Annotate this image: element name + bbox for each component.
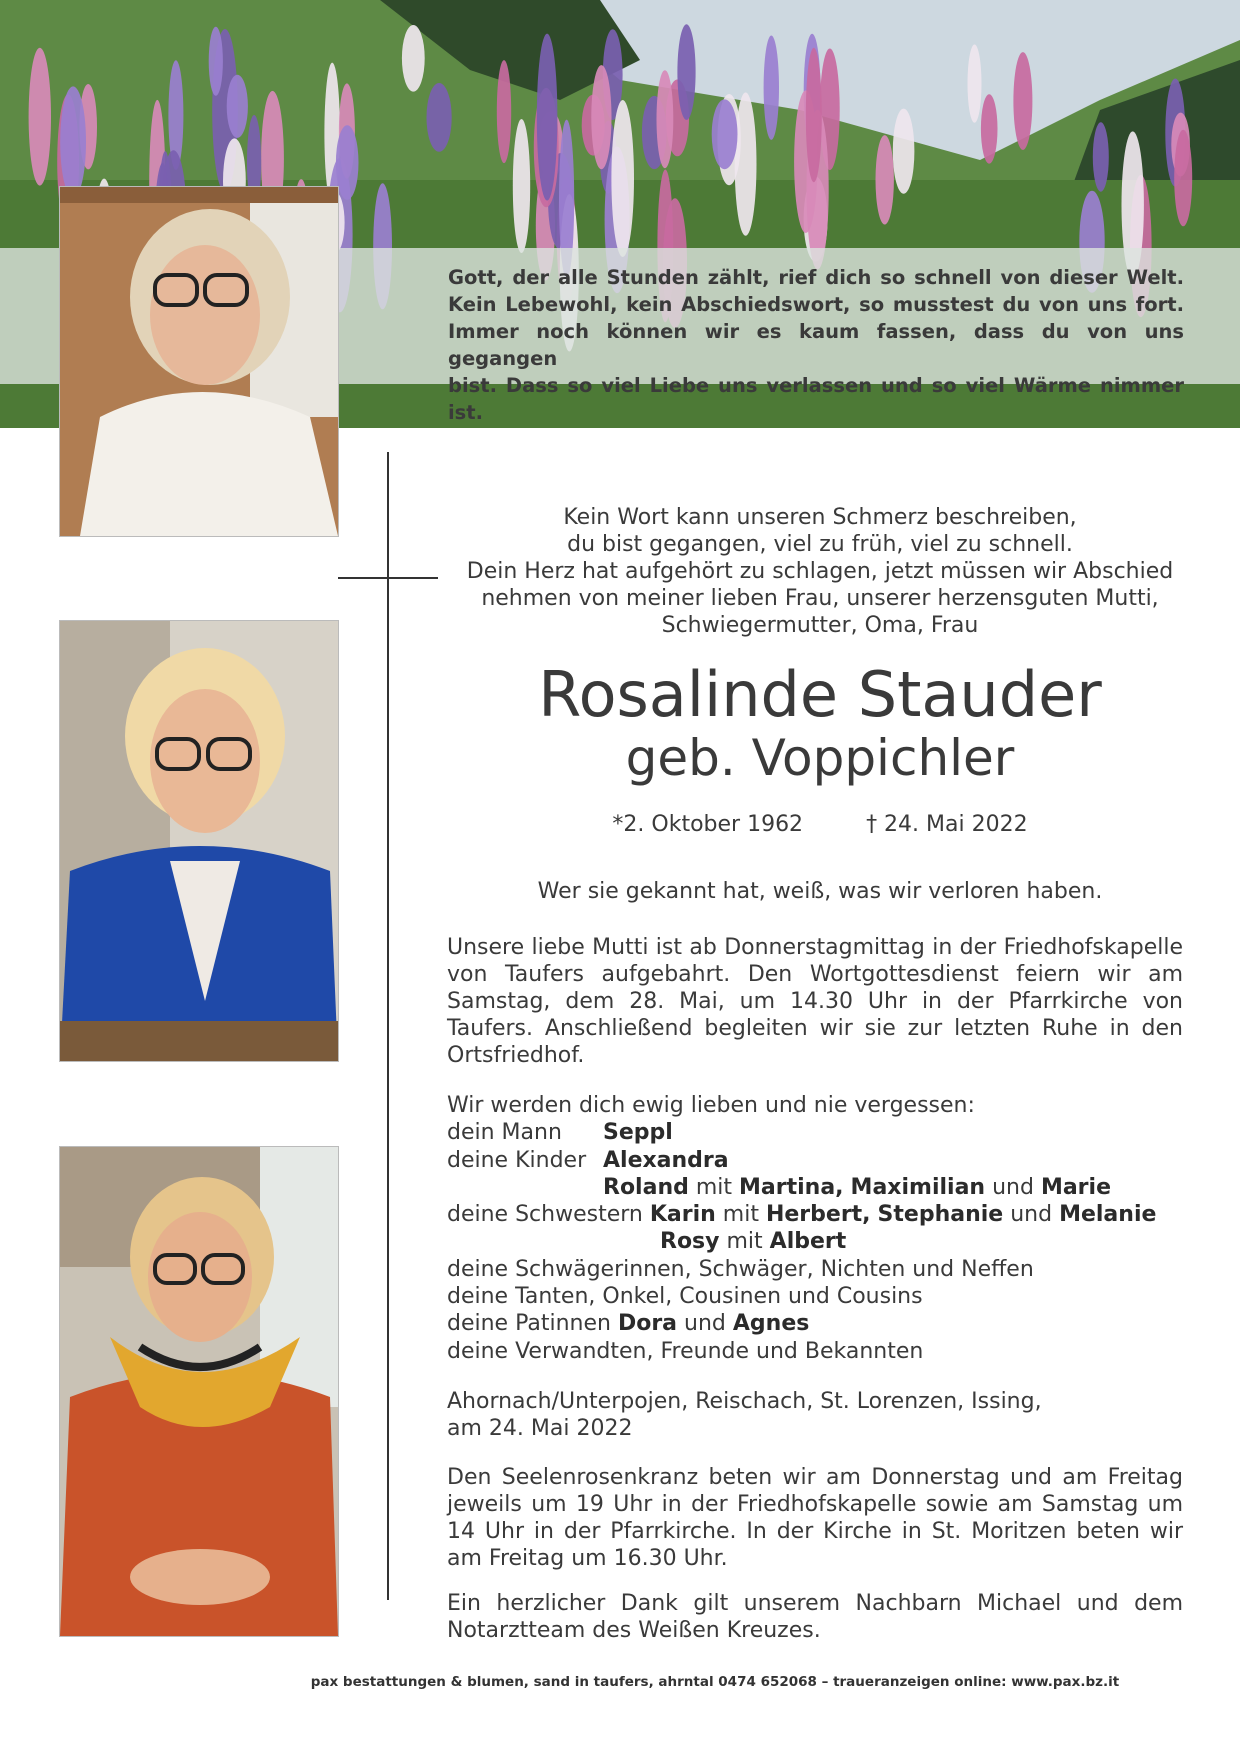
birth-name: geb. Voppichler: [625, 729, 1015, 787]
lupine-flower: [1174, 130, 1192, 227]
family-sisters: [447, 1201, 1207, 1228]
family-inlaws: deine Schwägerinnen, Schwäger, Nichten und Neffen: [447, 1256, 1034, 1282]
lupine-flower: [336, 125, 359, 200]
lupine-flower: [764, 35, 779, 139]
verse-line: Immer noch können wir es kaum fassen, dass du von uns gegangen: [448, 320, 1184, 370]
niece-name: Stephanie: [877, 1202, 1004, 1228]
niece-name: Melanie: [1059, 1202, 1157, 1228]
family-sisters-2: [447, 1228, 1207, 1255]
portrait-photo-1: [59, 186, 339, 537]
sister-name: Karin: [649, 1202, 716, 1228]
death-date: † 24. Mai 2022: [866, 812, 1028, 837]
intro-line: du bist gegangen, viel zu früh, viel zu schnell.: [567, 532, 1073, 557]
lupine-flower: [209, 27, 223, 96]
grandchild-name: Maximilian: [850, 1174, 986, 1200]
family-husband: [447, 1119, 1207, 1146]
lupine-flower: [876, 135, 894, 224]
godmothers-label: deine Patinnen: [447, 1311, 611, 1337]
cross-vertical-bar: [387, 452, 389, 1600]
connector: mit: [722, 1202, 759, 1228]
connector: und: [684, 1311, 726, 1337]
intro-line: Dein Herz hat aufgehört zu schlagen, jetzt müssen wir Abschied: [466, 559, 1174, 584]
verse-line: Gott, der alle Stunden zählt, rief dich so schnell von dieser Welt.: [448, 266, 1184, 289]
lupine-flower: [611, 100, 634, 257]
lupine-flower: [968, 45, 982, 123]
verse-line: bist. Dass so viel Liebe uns verlassen und so viel Wärme nimmer ist.: [448, 374, 1184, 424]
place-date: [447, 1388, 1207, 1442]
intro-line: Schwiegermutter, Oma, Frau: [661, 613, 979, 638]
footer-imprint: pax bestattungen & blumen, sand in taufers, ahrntal 0474 652068 – traueranzeigen online: www.pax.bz.it: [310, 1674, 1120, 1690]
family-intro: Wir werden dich ewig lieben und nie vergessen:: [447, 1093, 975, 1118]
funeral-text: Unsere liebe Mutti ist ab Donnerstagmittag in der Friedhofskapelle von Taufers aufgebahrt. Den Wortgottesdienst feiern wir am Samstag, dem 28. Mai, um 14.30 Uhr in der Pfarrkirche von Taufers. Anschließend begleiten wir sie zur letzten Ruhe in den Ortsfriedhof.: [447, 935, 1183, 1068]
lupine-flower: [677, 24, 695, 120]
child-name: Alexandra: [603, 1147, 729, 1173]
sisters-label: deine Schwestern: [447, 1202, 643, 1228]
godmother-name: Agnes: [732, 1311, 810, 1337]
thanks-text: Ein herzlicher Dank gilt unserem Nachbarn Michael und dem Notarztteam des Weißen Kreuzes.: [447, 1591, 1183, 1643]
connector: und: [1010, 1202, 1053, 1228]
portrait-photo-3: [59, 1146, 339, 1637]
birth-date: *2. Oktober 1962: [612, 812, 804, 837]
lupine-flower: [1013, 52, 1032, 150]
connector: und: [992, 1174, 1034, 1200]
deceased-name: Rosalinde Stauder: [538, 658, 1102, 731]
lupine-flower: [402, 25, 425, 92]
date-line: am 24. Mai 2022: [447, 1416, 633, 1441]
lupine-flower: [657, 70, 674, 168]
cross-horizontal-bar: [338, 577, 438, 579]
lupine-flower: [806, 48, 822, 182]
sister-name: Rosy: [660, 1229, 720, 1255]
lupine-flower: [427, 83, 452, 152]
lupine-flower: [227, 75, 248, 138]
lupine-flower: [735, 92, 757, 235]
grandchild-name: Marie: [1040, 1174, 1111, 1200]
intro-line: Kein Wort kann unseren Schmerz beschreiben,: [563, 505, 1077, 530]
place-line: Ahornach/Unterpojen, Reischach, St. Lorenzen, Issing,: [447, 1389, 1042, 1414]
partner-name: Martina,: [739, 1174, 844, 1200]
godmother-name: Dora: [617, 1311, 678, 1337]
lupine-flower: [712, 99, 738, 169]
child-name: Roland: [603, 1174, 689, 1200]
family-aunts: deine Tanten, Onkel, Cousinen und Cousins: [447, 1284, 923, 1310]
partner-name: Herbert,: [765, 1202, 871, 1228]
lupine-flower: [591, 65, 611, 169]
connector: mit: [726, 1229, 763, 1255]
family-children: [447, 1147, 1207, 1174]
family-godmothers: [447, 1310, 1207, 1337]
lupine-flower: [497, 60, 511, 163]
family-children-2: [447, 1174, 1207, 1201]
lupine-flower: [60, 86, 86, 197]
lupine-flower: [513, 119, 530, 253]
husband-label: dein Mann: [447, 1120, 562, 1146]
family-relatives: deine Verwandten, Freunde und Bekannten: [447, 1338, 924, 1364]
lupine-flower: [893, 109, 915, 194]
family-list: [447, 1092, 1207, 1365]
rosary-text: Den Seelenrosenkranz beten wir am Donnerstag und am Freitag jeweils um 19 Uhr in der Friedhofskapelle sowie am Samstag um 14 Uhr in der Pfarrkirche. In der Kirche in St. Moritzen beten wir am Freitag um 16.30 Uhr.: [447, 1465, 1183, 1571]
lupine-flower: [29, 48, 51, 186]
motto: Wer sie gekannt hat, weiß, was wir verloren haben.: [537, 879, 1103, 904]
header-verse: [448, 264, 1184, 426]
intro-text: [440, 504, 1200, 639]
lupine-flower: [1093, 122, 1109, 191]
children-label: deine Kinder: [447, 1147, 587, 1173]
connector: mit: [695, 1174, 733, 1200]
partner-name: Albert: [769, 1229, 847, 1255]
husband-name: Seppl: [603, 1120, 673, 1146]
lupine-flower: [537, 34, 558, 201]
verse-line: Kein Lebewohl, kein Abschiedswort, so musstest du von uns fort.: [448, 293, 1184, 316]
lupine-flower: [981, 94, 998, 163]
life-dates: [440, 810, 1200, 840]
portrait-photo-2: [59, 620, 339, 1062]
intro-line: nehmen von meiner lieben Frau, unserer herzensguten Mutti,: [481, 586, 1159, 611]
